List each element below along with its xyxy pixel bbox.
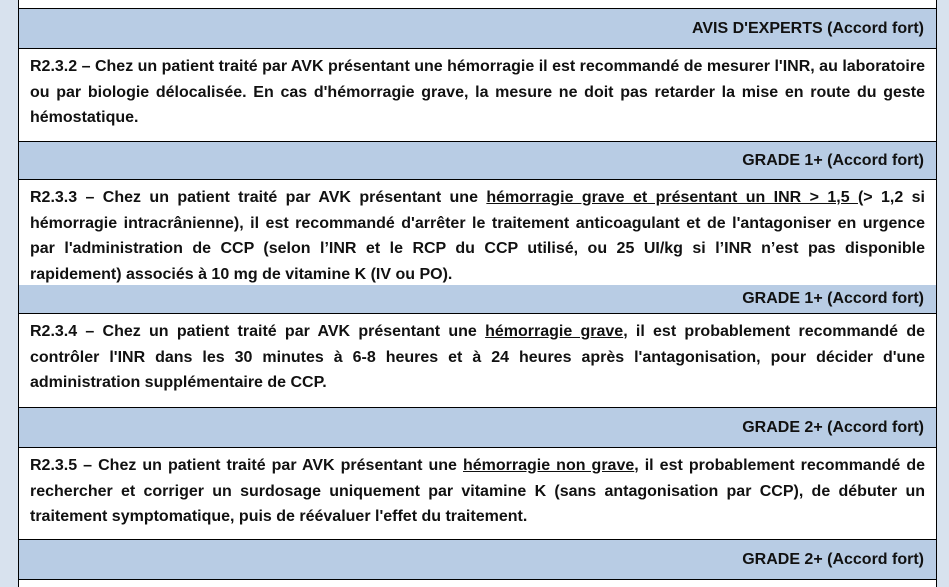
rec-text-pre: R2.3.5 – Chez un patient traité par AVK présentant une: [30, 457, 463, 474]
rec-text-pre: R2.3.3 – Chez un patient traité par AVK présentant une: [30, 189, 487, 206]
rec-text-pre: R2.3.4 – Chez un patient traité par AVK présentant une: [30, 323, 486, 340]
recommendation-r2-3-4: [19, 313, 936, 407]
grade-row-r2-3-2: GRADE 1+ (Accord fort): [19, 141, 936, 179]
grade-row-r2-3-5: GRADE 2+ (Accord fort): [19, 539, 936, 579]
rec-text-underlined: hémorragie grave: [485, 323, 624, 340]
rec-text-underlined: hémorragie grave et présentant un INR > 1,5: [486, 189, 858, 206]
recommendation-r2-3-5: [19, 447, 936, 539]
rec-text-post: , il est probablement recommandé de rechercher et corriger un surdosage uniquement par vitamine K (sans antagonisation par CCP), de débuter un traitement symptomatique, puis de réévaluer l'effet du traitement.: [30, 457, 925, 525]
recommendation-r2-3-3: [19, 179, 936, 285]
rec-text-underlined: hémorragie non grave: [463, 457, 635, 474]
grade-row-avis-experts: AVIS D'EXPERTS (Accord fort): [19, 8, 936, 48]
grade-row-r2-3-3: GRADE 1+ (Accord fort): [19, 285, 936, 313]
top-row-fragment: [19, 0, 936, 8]
rec-text-post: (> 1,2 si hémorragie intracrânienne), il est recommandé d'arrêter le traitement anticoagulant et de l'antagoniser en urgence par l'administration de CCP (selon l’INR et le RCP du CCP utilisé, ou 25 UI/kg si l’INR n’est pas disponible rapidement) associés à 10 mg de vitamine K (IV ou PO).: [30, 189, 925, 283]
grade-row-r2-3-4: GRADE 2+ (Accord fort): [19, 407, 936, 447]
recommendation-r2-3-2: R2.3.2 – Chez un patient traité par AVK présentant une hémorragie il est recommandé de mesurer l'INR, au laboratoire ou par biologie délocalisée. En cas d'hémorragie grave, la mesure ne doit pas retarder la mise en route du geste hémostatique.: [19, 48, 936, 141]
bottom-row-fragment: [19, 579, 936, 587]
recommendations-table: [18, 0, 937, 587]
rec-text-post: , il est probablement recommandé de contrôler l'INR dans les 30 minutes à 6-8 heures et à 24 heures après l'antagonisation, pour décider d'une administration supplémentaire de CCP.: [30, 323, 925, 391]
